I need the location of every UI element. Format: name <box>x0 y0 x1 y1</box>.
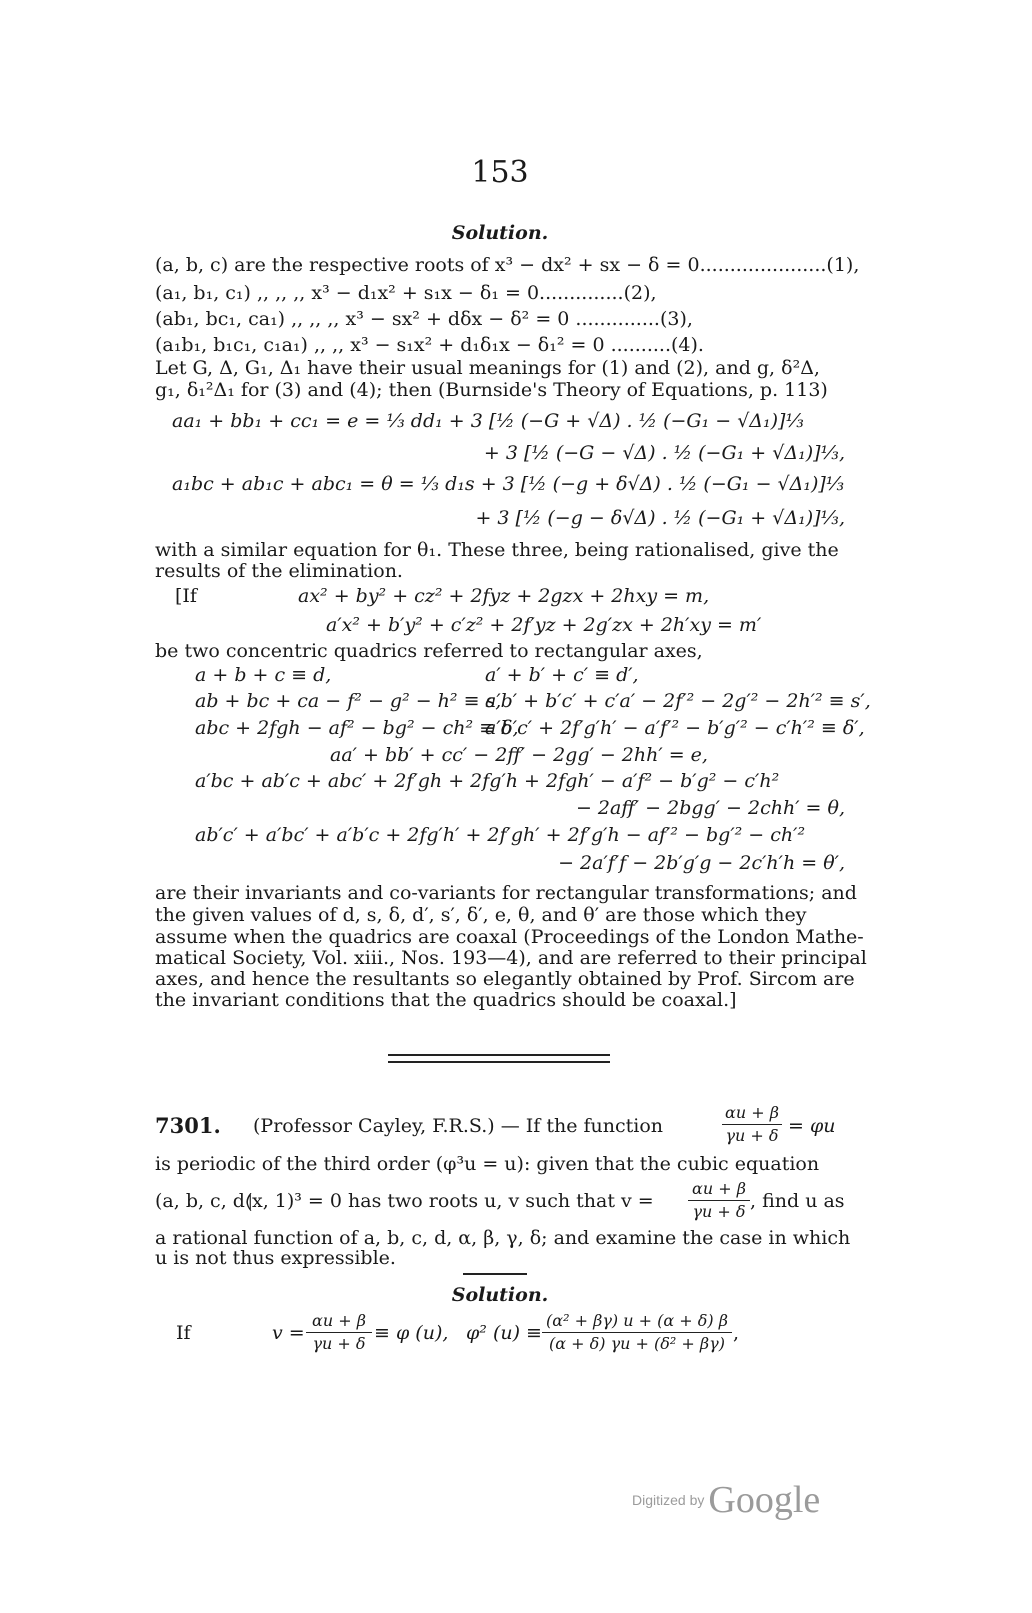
problem-line-end: = φu <box>788 1115 836 1137</box>
solution-phi2: φ² (u) ≡ <box>466 1322 542 1344</box>
function-fraction <box>688 1180 750 1221</box>
text-line: (a₁b₁, b₁c₁, c₁a₁) ,, ,, x³ − s₁x² + d₁δ₁x − δ₁² = 0 ..........(4). <box>155 334 704 356</box>
invariant: − 2a′f′f − 2b′g′g − 2c′h′h = θ′, <box>558 852 845 874</box>
fraction-numerator: (α² + βγ) u + (α + δ) β <box>546 1311 728 1330</box>
invariant: ab′c′ + a′bc′ + a′b′c + 2fg′h′ + 2f′gh′ + 2f′g′h − af′² − bg′² − ch′² <box>195 824 806 846</box>
problem-line: is periodic of the third order (φ³u = u): given that the cubic equation <box>155 1153 820 1175</box>
solution-end: , <box>733 1322 740 1344</box>
google-logo: Google <box>708 1479 821 1521</box>
page-number: 153 <box>471 155 529 190</box>
section-rule <box>388 1054 610 1056</box>
quadric-equation: a′x² + b′y² + c′z² + 2f′yz + 2g′zx + 2h′xy = m′ <box>326 614 762 636</box>
equation-line: + 3 [½ (−g − δ√Δ) . ½ (−G₁ + √Δ₁)]⅓, <box>475 507 845 529</box>
text-line: (ab₁, bc₁, ca₁) ,, ,, ,, x³ − sx² + dδx − δ² = 0 ..............(3), <box>155 308 693 330</box>
text-line: assume when the quadrics are coaxal (Proceedings of the London Mathe- <box>155 926 864 948</box>
function-fraction <box>722 1104 782 1145</box>
problem-line: a rational function of a, b, c, d, α, β, γ, δ; and examine the case in which <box>155 1227 851 1249</box>
problem-number <box>155 1115 235 1138</box>
text-line: g₁, δ₁²Δ₁ for (3) and (4); then (Burnside's Theory of Equations, p. 113) <box>155 379 828 401</box>
problem-line: (Professor Cayley, F.R.S.) — If the function <box>253 1115 664 1137</box>
invariant: a′b′c′ + 2f′g′h′ − a′f′² − b′g′² − c′h′² ≡ δ′, <box>485 717 865 739</box>
text-line: results of the elimination. <box>155 560 403 582</box>
solution-heading: Solution. <box>451 1284 549 1306</box>
fraction-numerator: αu + β <box>312 1311 366 1330</box>
problem-line-end: , find u as <box>750 1190 845 1212</box>
text-line: (a₁, b₁, c₁) ,, ,, ,, x³ − d₁x² + s₁x − δ₁ = 0..............(2), <box>155 282 657 304</box>
invariant: ab + bc + ca − f² − g² − h² ≡ s, <box>195 690 502 712</box>
text-line: are their invariants and co-variants for rectangular transformations; and <box>155 882 857 904</box>
invariant: a + b + c ≡ d, <box>195 664 332 686</box>
fraction-denominator: γu + δ <box>688 1200 750 1221</box>
equation-line: + 3 [½ (−G − √Δ) . ½ (−G₁ + √Δ₁)]⅓, <box>483 442 845 464</box>
invariant: − 2aff′ − 2bgg′ − 2chh′ = θ, <box>575 797 845 819</box>
invariant: a′bc + ab′c + abc′ + 2f′gh + 2fg′h + 2fgh′ − a′f² − b′g² − c′h² <box>195 770 780 792</box>
problem-line: u is not thus expressible. <box>155 1247 396 1269</box>
digitized-label: Digitized by <box>632 1492 705 1508</box>
text-line: axes, and hence the resultants so elegantly obtained by Prof. Sircom are <box>155 968 855 990</box>
fraction-denominator: γu + δ <box>722 1124 782 1145</box>
text-line: matical Society, Vol. xiii., Nos. 193—4), and are referred to their principal <box>155 947 867 969</box>
fraction-numerator: αu + β <box>692 1179 746 1198</box>
solution-fraction <box>542 1312 732 1353</box>
problem-line: (a, b, c, d⟬x, 1)³ = 0 has two roots u, v such that v = <box>155 1190 654 1212</box>
fraction-denominator: γu + δ <box>306 1332 372 1353</box>
fraction-numerator: αu + β <box>725 1103 779 1122</box>
solution-phi: ≡ φ (u), <box>374 1322 449 1344</box>
section-rule <box>388 1061 610 1063</box>
solution-v-eq: v = <box>272 1322 305 1344</box>
quadric-equation: ax² + by² + cz² + 2fyz + 2gzx + 2hxy = m, <box>298 585 710 607</box>
text-line: (a, b, c) are the respective roots of x³ − dx² + sx − δ = 0.....................(1), <box>155 254 860 276</box>
invariant: abc + 2fgh − af² − bg² − ch² ≡ δ, <box>195 717 519 739</box>
solution-fraction <box>306 1312 372 1353</box>
problem-number-text: 7301. <box>155 1113 221 1138</box>
equation-line: aa₁ + bb₁ + cc₁ = e = ⅓ dd₁ + 3 [½ (−G + √Δ) . ½ (−G₁ − √Δ₁)]⅓ <box>172 410 804 432</box>
digitized-watermark <box>632 1478 852 1528</box>
text-line: the invariant conditions that the quadrics should be coaxal.] <box>155 989 737 1011</box>
note-if-label: [If <box>175 585 197 607</box>
invariant: aa′ + bb′ + cc′ − 2ff′ − 2gg′ − 2hh′ = e, <box>330 744 708 766</box>
solution-if-label: If <box>176 1322 191 1344</box>
text-line: with a similar equation for θ₁. These three, being rationalised, give the <box>155 539 839 561</box>
fraction-denominator: (α + δ) γu + (δ² + βγ) <box>542 1332 732 1353</box>
heading-rule <box>463 1273 527 1275</box>
solution-heading: Solution. <box>451 222 549 244</box>
invariant: a′b′ + b′c′ + c′a′ − 2f′² − 2g′² − 2h′² ≡ s′, <box>485 690 871 712</box>
equation-line: a₁bc + ab₁c + abc₁ = θ = ⅓ d₁s + 3 [½ (−g + δ√Δ) . ½ (−G₁ − √Δ₁)]⅓ <box>172 473 845 495</box>
text-line: be two concentric quadrics referred to rectangular axes, <box>155 640 703 662</box>
text-line: Let G, Δ, G₁, Δ₁ have their usual meanings for (1) and (2), and g, δ²Δ, <box>155 357 820 379</box>
text-line: the given values of d, s, δ, d′, s′, δ′, e, θ, and θ′ are those which they <box>155 904 807 926</box>
invariant: a′ + b′ + c′ ≡ d′, <box>485 664 639 686</box>
